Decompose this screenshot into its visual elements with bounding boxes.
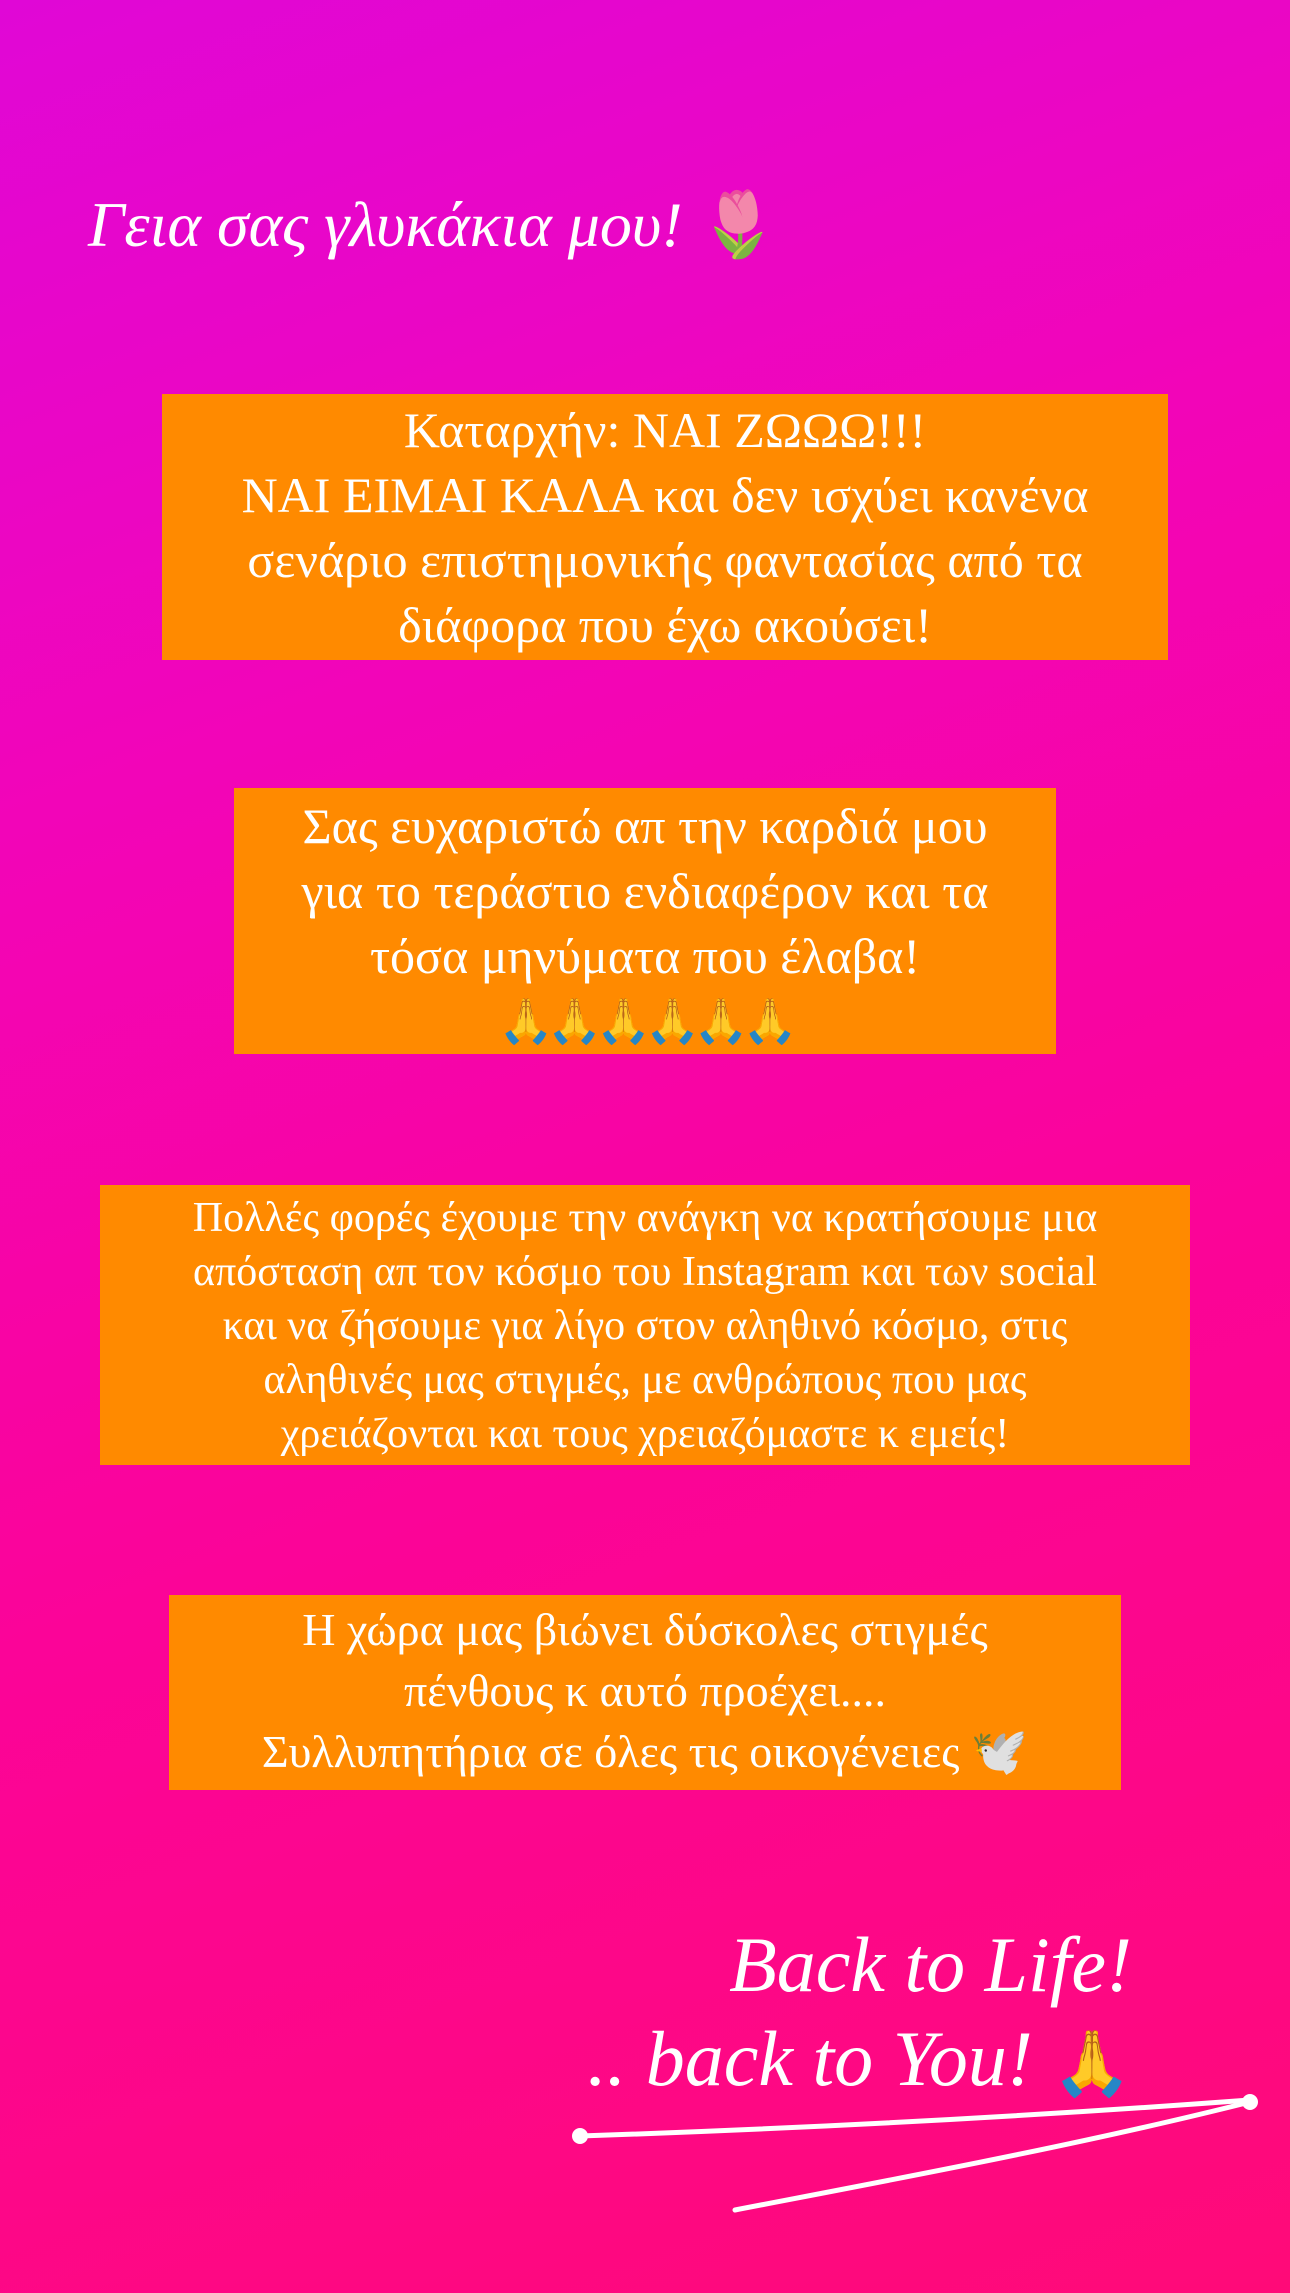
greeting-label: Γεια σας γλυκάκια μου! (88, 189, 683, 260)
text-box-line: πένθους κ αυτό προέχει.... (403, 1665, 886, 1716)
greeting-text (88, 190, 778, 260)
text-box-line: Συλλυπητήρια σε όλες τις οικογένειες (261, 1726, 960, 1777)
text-box-line: ΝΑΙ ΕΙΜΑΙ ΚΑΛΑ και δεν ισχύει κανένα (241, 467, 1089, 523)
dove-emoji-icon: 🕊️ (970, 1724, 1029, 1778)
praying-hands-emoji-row-icon: 🙏🙏🙏🙏🙏🙏 (498, 996, 792, 1047)
text-box-distance (100, 1185, 1190, 1465)
text-box-line: σενάριο επιστημονικής φαντασίας από τα (247, 532, 1083, 588)
underline-swoosh-icon (560, 2070, 1260, 2220)
praying-hands-emoji-icon: 🙏 (1052, 2027, 1132, 2101)
text-box-condolences (169, 1595, 1121, 1790)
tulip-emoji-icon: 🌷 (698, 188, 779, 262)
text-box-line: Καταρχήν: ΝΑΙ ΖΩΩΩ!!! (403, 402, 927, 458)
text-box-line: απόσταση απ τον κόσμο του Instagram και των social (192, 1249, 1097, 1295)
text-box-line: χρειάζονται και τους χρειαζόμαστε κ εμείς! (280, 1411, 1010, 1457)
text-box-line-with-emoji (169, 1721, 1121, 1782)
closing-line-2: .. back to You! (587, 2015, 1033, 2102)
text-box-line: Σας ευχαριστώ απ την καρδιά μου (302, 798, 988, 854)
text-box-line: για το τεράστιο ενδιαφέρον και τα (301, 863, 989, 919)
text-box-line: Πολλές φορές έχουμε την ανάγκη να κρατήσουμε μια (192, 1195, 1098, 1241)
closing-line-1: Back to Life! (729, 1921, 1132, 2008)
text-box-thanks (234, 788, 1056, 1054)
text-box-line: και να ζήσουμε για λίγο στον αληθινό κόσμο, στις (222, 1303, 1068, 1349)
text-box-line: Η χώρα μας βιώνει δύσκολες στιγμές (302, 1604, 988, 1655)
text-box-line: αληθινές μας στιγμές, με ανθρώπους που μας (263, 1357, 1027, 1403)
text-box-alive (162, 394, 1168, 660)
text-box-line: διάφορα που έχω ακούσει! (398, 597, 932, 653)
text-box-line: τόσα μηνύματα που έλαβα! (369, 928, 921, 984)
